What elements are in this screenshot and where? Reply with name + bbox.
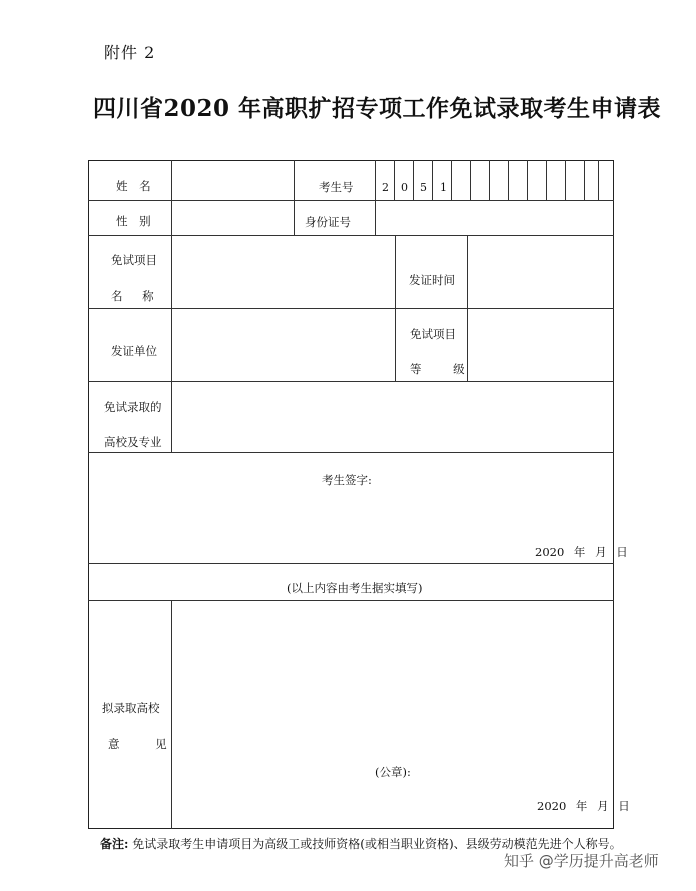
remark-label: 备注: (100, 837, 129, 851)
digit-box-line (470, 160, 471, 200)
issuer-label: 发证单位 (111, 344, 157, 358)
issuer-field[interactable] (173, 310, 394, 380)
project-level-label: 免试项目 (410, 327, 456, 341)
digit-box-line (508, 160, 509, 200)
col-divider (171, 600, 172, 829)
col-divider (375, 160, 376, 235)
digit-box-line (489, 160, 490, 200)
admission-label: 高校及专业 (104, 435, 162, 449)
exam-no-digit: 0 (401, 181, 408, 194)
col-divider (467, 235, 468, 381)
row-divider (88, 563, 614, 564)
digit-box-line (565, 160, 566, 200)
project-name-label: 名 称 (111, 289, 162, 303)
date-line: 2020 年 月 日 (535, 545, 628, 559)
row-divider (88, 200, 614, 201)
form-title: 四川省2020 年高职扩招专项工作免试录取考生申请表 (93, 95, 662, 122)
project-name-field[interactable] (173, 237, 394, 307)
row-divider (88, 381, 614, 382)
admission-field[interactable] (173, 383, 612, 451)
name-label: 姓 名 (116, 179, 155, 193)
col-divider (294, 160, 295, 235)
fill-instruction: (以上内容由考生据实填写) (287, 581, 423, 595)
digit-box-line (413, 160, 414, 200)
digit-box-line (394, 160, 395, 200)
row-divider (88, 308, 614, 309)
id-no-label: 身份证号 (305, 215, 351, 229)
col-divider (171, 160, 172, 452)
date-line: 2020 年 月 日 (537, 799, 630, 813)
exam-no-digit: 5 (420, 181, 427, 194)
digit-box-line (451, 160, 452, 200)
digit-box-line (527, 160, 528, 200)
gender-label: 性 别 (116, 214, 155, 228)
school-opinion-label: 拟录取高校 (102, 701, 160, 715)
digit-box-line (432, 160, 433, 200)
id-no-field[interactable] (377, 202, 612, 234)
row-divider (88, 235, 614, 236)
col-divider (395, 235, 396, 381)
attachment-label: 附件 2 (104, 43, 156, 62)
project-name-label: 免试项目 (111, 253, 157, 267)
issue-time-label: 发证时间 (409, 273, 455, 287)
remark-text: 免试录取考生申请项目为高级工或技师资格(或相当职业资格)、县级劳动模范先进个人称号。 (132, 837, 622, 851)
admission-label: 免试录取的 (104, 400, 162, 414)
issue-time-field[interactable] (469, 237, 612, 307)
school-opinion-label: 意 见 (108, 737, 183, 751)
signature-label: 考生签字: (322, 473, 372, 487)
row-divider (88, 600, 614, 601)
digit-box-line (584, 160, 585, 200)
project-level-field[interactable] (469, 310, 612, 380)
project-level-label: 等 级 (410, 362, 479, 376)
exam-no-label: 考生号 (319, 180, 354, 194)
watermark: 知乎 @学历提升高老师 (504, 852, 659, 870)
gender-field[interactable] (173, 202, 293, 234)
signature-area[interactable] (90, 454, 612, 562)
school-opinion-field[interactable] (173, 602, 612, 827)
digit-box-line (598, 160, 599, 200)
seal-label: (公章): (375, 765, 411, 779)
exam-no-digit: 1 (440, 181, 447, 194)
digit-box-line (546, 160, 547, 200)
name-field[interactable] (173, 162, 293, 199)
exam-no-digit: 2 (382, 181, 389, 194)
row-divider (88, 452, 614, 453)
